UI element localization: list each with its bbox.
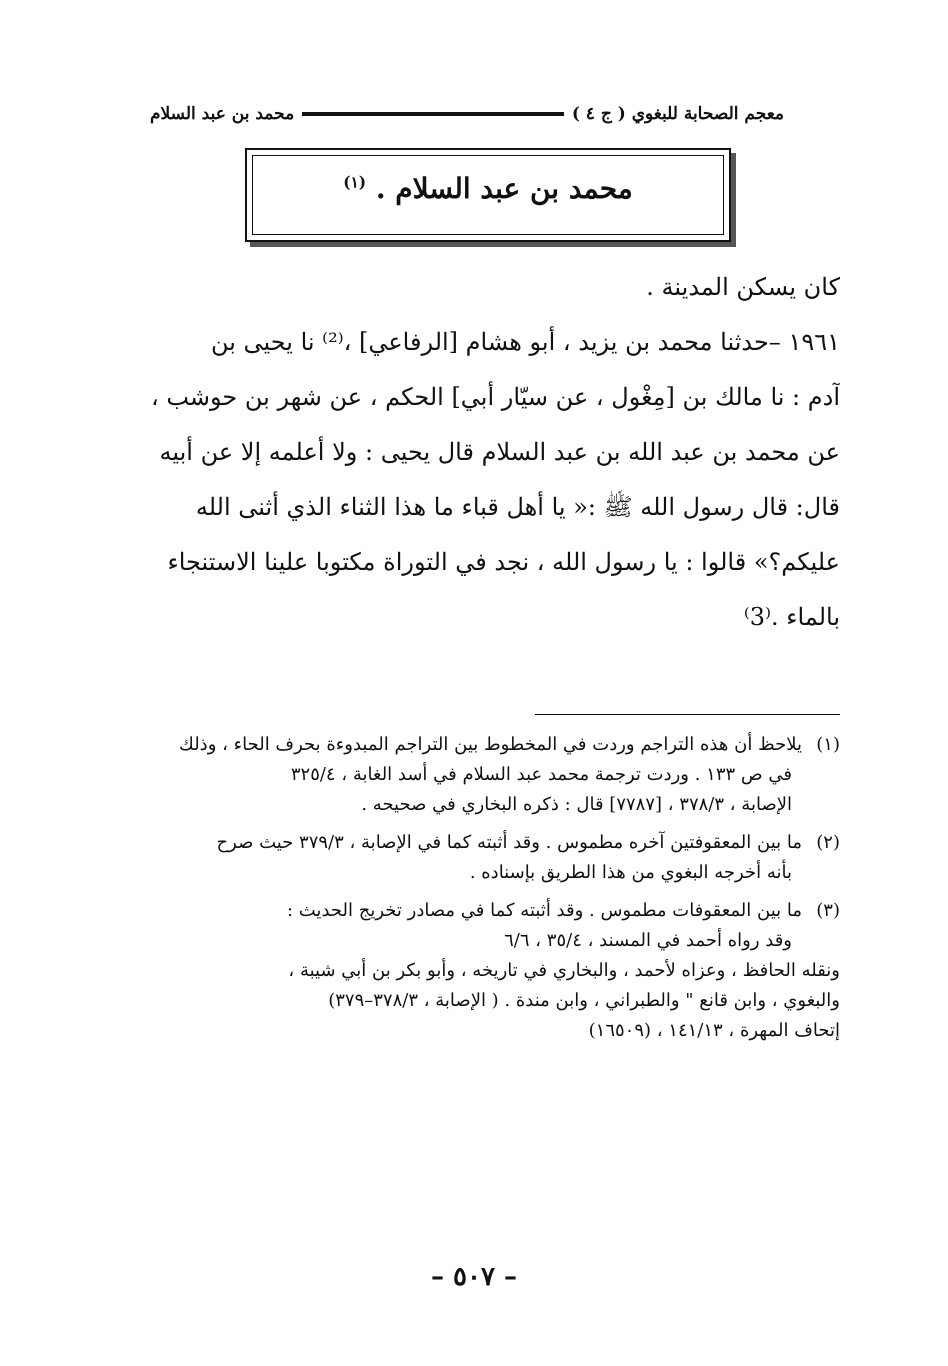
footnote-line: ما بين المعقوفات مطموس . وقد أثبته كما في مصادر تخريج الحديث :	[286, 900, 802, 921]
body-text	[140, 260, 840, 645]
footnote-line: بأنه أخرجه البغوي من هذا الطريق بإسناده .	[469, 862, 792, 883]
footnote-line: وقد رواه أحمد في المسند ، ٣٥/٤ ، ٦/٦	[504, 930, 792, 951]
running-header	[150, 94, 784, 134]
footnote-line: الإصابة ، ٣٧٨/٣ ، [٧٧٨٧] قال : ذكره البخاري في صحيحه .	[361, 794, 792, 815]
footnote-line: إتحاف المهرة ، ١٤١/١٣ ، (١٦٥٠٩)	[588, 1020, 840, 1041]
hadith-line: آدم : نا مالك بن [مِغْول ، عن سيّار أبي] الحكم ، عن شهر بن حوشب ،	[150, 383, 840, 411]
book-title: معجم الصحابة للبغوي ( ج ٤ )	[571, 104, 784, 124]
entry-title	[247, 172, 729, 205]
hadith-line: بالماء .⁽3⁾	[743, 603, 840, 631]
footnote-number: (١)	[816, 734, 840, 755]
title-footnote-ref: (١)	[343, 173, 367, 192]
page-number: – ٥٠٧ –	[430, 1262, 518, 1292]
hadith-line: قال: قال رسول الله ﷺ :« يا أهل قباء ما هذا الثناء الذي أثنى الله	[195, 493, 840, 521]
footnote-1	[140, 730, 840, 820]
footnote-2	[140, 828, 840, 888]
footnote-line: في ص ١٣٣ . وردت ترجمة محمد عبد السلام في أسد الغابة ، ٣٢٥/٤	[290, 764, 792, 785]
footnote-line: ما بين المعقوفتين آخره مطموس . وقد أثبته كما في الإصابة ، ٣٧٩/٣ حيث صرح	[216, 832, 802, 853]
footnote-line: يلاحظ أن هذه التراجم وردت في المخطوط بين التراجم المبدوءة بحرف الحاء ، وذلك	[179, 734, 802, 755]
entry-name: محمد بن عبد السلام	[150, 104, 295, 124]
footnotes	[140, 730, 840, 1046]
footnote-line: والبغوي ، وابن قانع " والطبراني ، وابن مندة . ( الإصابة ، ٣٧٨/٣–٣٧٩)	[328, 990, 840, 1011]
hadith-line: عن محمد بن عبد الله بن عبد السلام قال يحيى : ولا أعلمه إلا عن أبيه	[159, 438, 840, 466]
footnote-number: (٢)	[816, 832, 840, 853]
hadith-line: ١٩٦١ –حدثنا محمد بن يزيد ، أبو هشام [الرفاعي] ،⁽²⁾ نا يحيى بن	[210, 328, 840, 356]
entry-title-box	[245, 148, 731, 242]
footnote-separator	[535, 714, 840, 715]
entry-title-text: محمد بن عبد السلام .	[375, 172, 633, 205]
intro-line: كان يسكن المدينة .	[646, 273, 840, 301]
header-rule	[302, 112, 564, 116]
footnote-line: ونقله الحافظ ، وعزاه لأحمد ، والبخاري في تاريخه ، وأبو بكر بن أبي شيبة ،	[288, 960, 840, 981]
footnote-number: (٣)	[816, 900, 840, 921]
hadith-line: عليكم؟» قالوا : يا رسول الله ، نجد في التوراة مكتوبا علينا الاستنجاء	[167, 548, 840, 576]
footnote-3	[140, 896, 840, 1046]
